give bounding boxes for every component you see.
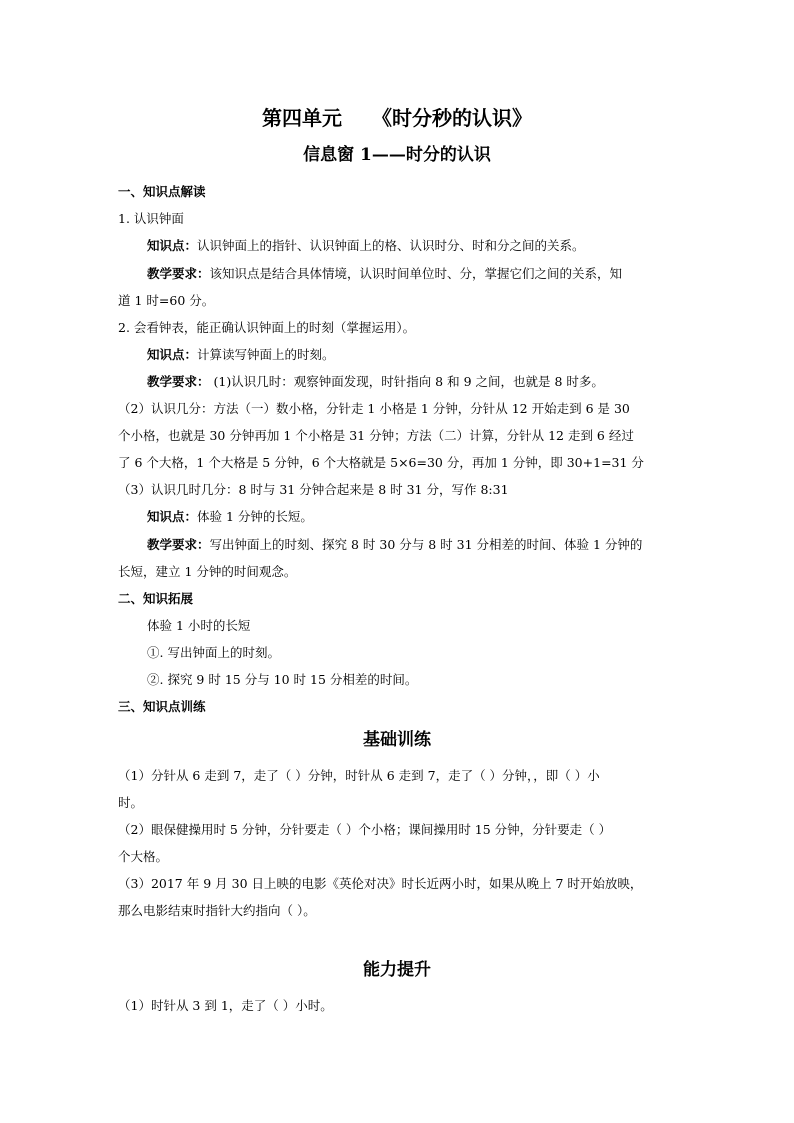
section2-point-2: ②. 探究 9 时 15 分与 10 时 15 分相差的时间。 xyxy=(147,672,418,687)
item1-knowledge-point xyxy=(147,236,585,256)
document-subtitle: 信息窗 1——时分的认识 xyxy=(303,145,491,165)
item2-knowledge-point xyxy=(147,345,335,365)
question-3-cont: 那么电影结束时指针大约指向（ ）。 xyxy=(118,903,316,918)
section2-heading: 二、知识拓展 xyxy=(118,591,194,606)
requirement-line: 个小格，也就是 30 分钟再加 1 个小格是 31 分钟；方法（二）计算，分针从 12 走到 6 经过 xyxy=(118,428,634,443)
advanced-title: 能力提升 xyxy=(363,960,431,980)
section3-heading: 三、知识点训练 xyxy=(118,699,206,714)
item2-knowledge-point-2 xyxy=(147,507,313,527)
question-2-cont: 个大格。 xyxy=(118,849,169,864)
requirement-line: （2）认识几分：方法（一）数小格，分针走 1 小格是 1 分钟，分针从 12 开始走到 6 是 30 xyxy=(118,401,630,416)
knowledge-label: 知识点： xyxy=(147,238,198,253)
question-1-cont: 时。 xyxy=(118,795,144,810)
requirement-label: 教学要求： xyxy=(147,537,210,552)
item2-title: 2. 会看钟表，能正确认识钟面上的时刻（掌握运用）。 xyxy=(118,320,416,335)
knowledge-text: 体验 1 分钟的长短。 xyxy=(197,509,313,524)
knowledge-label: 知识点： xyxy=(147,509,198,524)
unit-label: 第四单元 xyxy=(262,106,342,130)
advanced-question-1: （1）时针从 3 到 1，走了（ ）小时。 xyxy=(118,998,333,1013)
requirement-text: (1)认识几时：观察钟面发现，时针指向 8 和 9 之间，也就是 8 时多。 xyxy=(209,374,604,389)
item2-requirement-2 xyxy=(147,535,642,555)
item1-title: 1. 认识钟面 xyxy=(118,211,184,226)
requirement-line: （3）认识几时几分：8 时与 31 分钟合起来是 8 时 31 分，写作 8:31 xyxy=(118,482,509,497)
knowledge-text: 认识钟面上的指针、认识钟面上的格、认识时分、时和分之间的关系。 xyxy=(197,238,585,253)
item1-requirement xyxy=(147,264,622,284)
item2-requirement xyxy=(147,372,604,392)
requirement-line: 了 6 个大格，1 个大格是 5 分钟，6 个大格就是 5×6=30 分，再加 1 分钟，即 30+1=31 分 xyxy=(118,455,644,470)
requirement-text: 写出钟面上的时刻、探究 8 时 30 分与 8 时 31 分相差的时间、体验 1 分钟的 xyxy=(209,537,643,552)
topic-label: 《时分秒的认识》 xyxy=(372,106,532,130)
document-title xyxy=(0,108,794,128)
section2-point-1: ①. 写出钟面上的时刻。 xyxy=(147,645,280,660)
requirement-line: 长短，建立 1 分钟的时间观念。 xyxy=(118,564,297,579)
basic-training-title: 基础训练 xyxy=(363,730,431,750)
question-1: （1）分针从 6 走到 7，走了（ ）分钟，时针从 6 走到 7，走了（ ）分钟，，即（ ）小 xyxy=(118,768,600,783)
requirement-label: 教学要求： xyxy=(147,266,210,281)
knowledge-text: 计算读写钟面上的时刻。 xyxy=(197,347,335,362)
knowledge-label: 知识点： xyxy=(147,347,198,362)
requirement-label: 教学要求： xyxy=(147,374,210,389)
requirement-text: 该知识点是结合具体情境，认识时间单位时、分，掌握它们之间的关系，知 xyxy=(209,266,623,281)
section1-heading: 一、知识点解读 xyxy=(118,184,206,199)
section2-intro: 体验 1 小时的长短 xyxy=(147,618,251,633)
question-2: （2）眼保健操用时 5 分钟，分针要走（ ）个小格；课间操用时 15 分钟，分针要走（ ） xyxy=(118,822,612,837)
question-3: （3）2017 年 9 月 30 日上映的电影《英伦对决》时长近两小时，如果从晚上 7 时开始放映， xyxy=(118,876,643,891)
item1-requirement-cont: 道 1 时=60 分。 xyxy=(118,293,215,308)
